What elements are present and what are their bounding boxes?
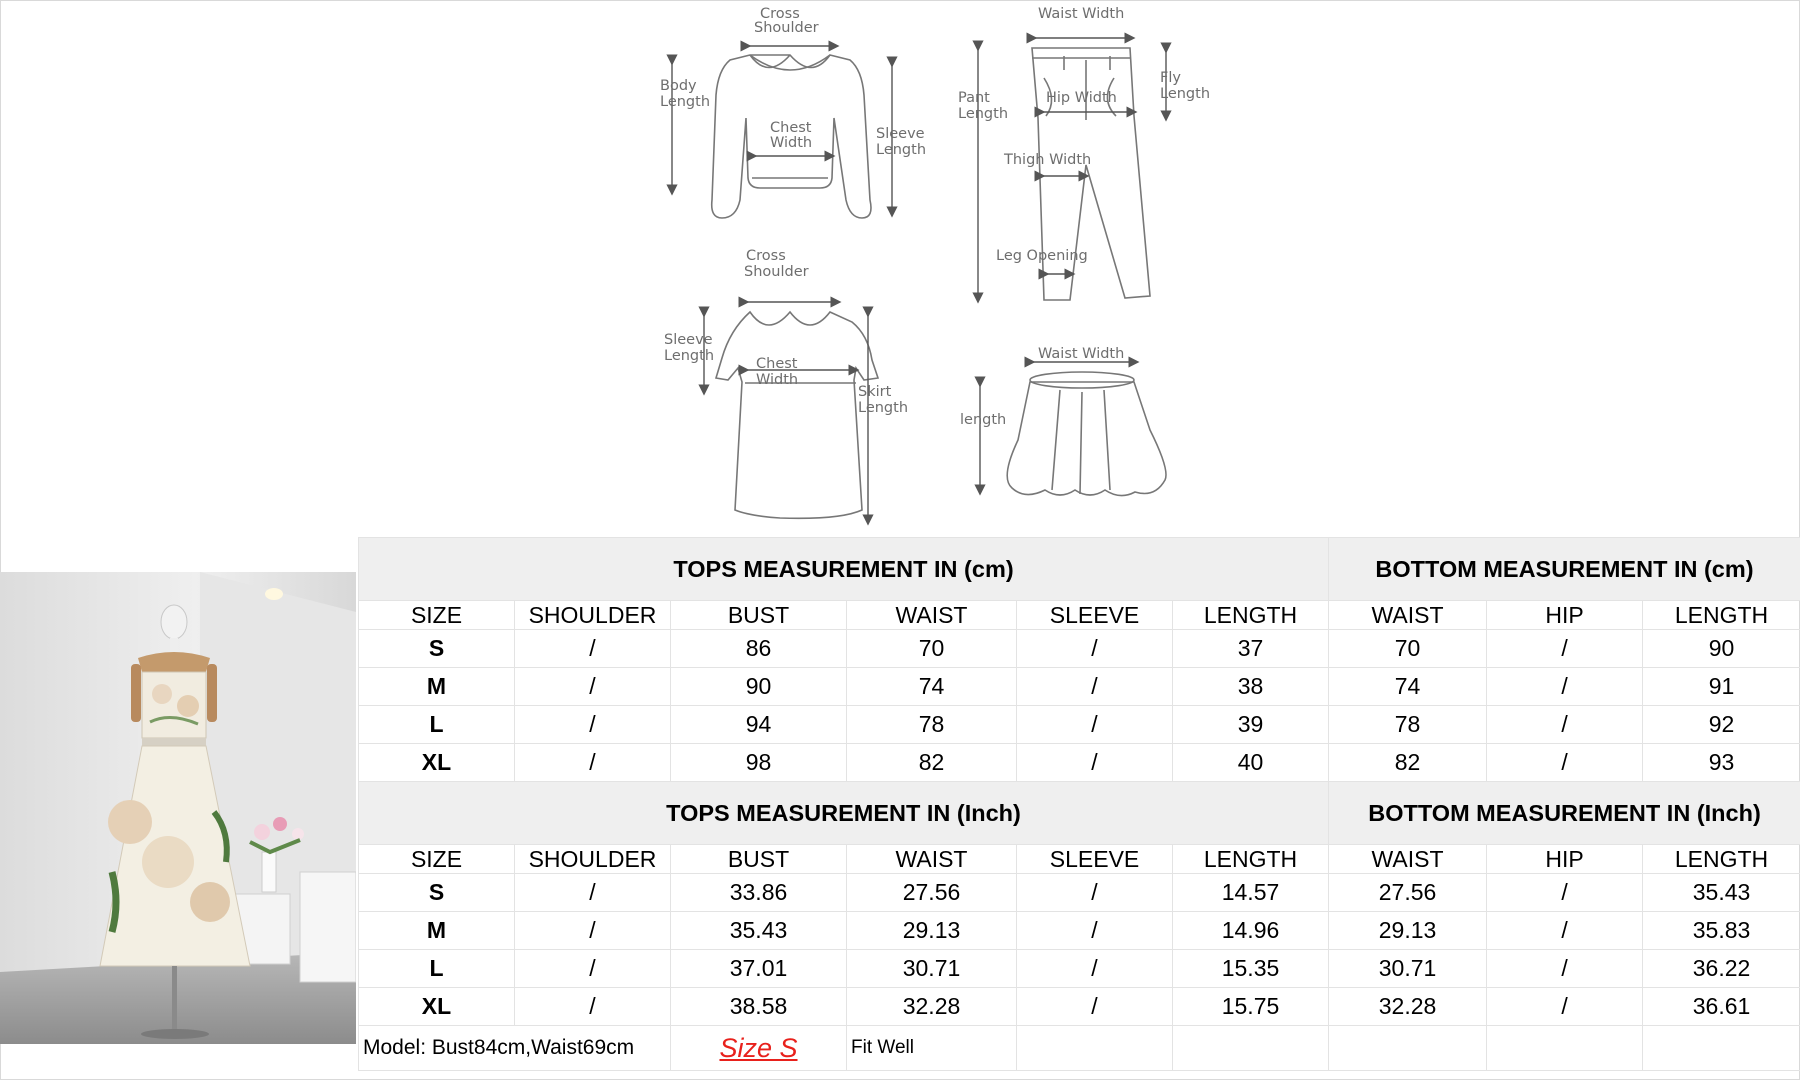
table-cell: 82 xyxy=(847,744,1017,782)
table-row xyxy=(359,706,1800,744)
model-size: Size S xyxy=(671,1026,847,1071)
table-cell: / xyxy=(1487,744,1643,782)
label-dress-chest-width-2: Width xyxy=(756,372,799,388)
table-cell: / xyxy=(1017,874,1173,912)
table-cell: / xyxy=(1017,744,1173,782)
table-cell: 35.43 xyxy=(671,912,847,950)
column-header: SHOULDER xyxy=(515,845,671,874)
table-row xyxy=(359,912,1800,950)
size-chart-table xyxy=(358,537,1800,1071)
table-cell: / xyxy=(515,912,671,950)
measurement-diagrams xyxy=(640,0,1240,536)
column-header: LENGTH xyxy=(1643,601,1800,630)
column-header: LENGTH xyxy=(1173,601,1329,630)
table-cell: 27.56 xyxy=(847,874,1017,912)
size-cell: S xyxy=(359,874,515,912)
table-cell: 15.35 xyxy=(1173,950,1329,988)
label-dress-cross-shoulder-2: Shoulder xyxy=(744,264,809,280)
table-cell: 29.13 xyxy=(847,912,1017,950)
table-cell: 35.43 xyxy=(1643,874,1800,912)
table-cell: 90 xyxy=(1643,630,1800,668)
table-cell: / xyxy=(1017,706,1173,744)
tops-section-title: TOPS MEASUREMENT IN (cm) xyxy=(359,538,1329,601)
table-cell: / xyxy=(1017,668,1173,706)
table-cell: / xyxy=(1487,668,1643,706)
ceiling-light xyxy=(265,588,283,600)
table-cell: / xyxy=(1017,988,1173,1026)
bottom-section-title: BOTTOM MEASUREMENT IN (Inch) xyxy=(1329,782,1800,845)
table-cell: / xyxy=(1487,874,1643,912)
size-cell: XL xyxy=(359,988,515,1026)
table-cell: 30.71 xyxy=(1329,950,1487,988)
section-header-row xyxy=(359,782,1800,845)
table-cell: 33.86 xyxy=(671,874,847,912)
table-cell: 37.01 xyxy=(671,950,847,988)
empty-cell xyxy=(1173,1026,1329,1071)
size-cell: L xyxy=(359,706,515,744)
table-cell: 40 xyxy=(1173,744,1329,782)
label-skirt-waist-width: Waist Width xyxy=(1038,346,1125,362)
label-hip-width: Hip Width xyxy=(1046,90,1117,106)
label-cross-shoulder-2: Shoulder xyxy=(754,20,819,36)
size-cell: M xyxy=(359,668,515,706)
table-cell: / xyxy=(1487,988,1643,1026)
table-cell: 39 xyxy=(1173,706,1329,744)
table-cell: 90 xyxy=(671,668,847,706)
size-cell: XL xyxy=(359,744,515,782)
table-cell: / xyxy=(515,988,671,1026)
table-cell: / xyxy=(515,630,671,668)
table-cell: 36.61 xyxy=(1643,988,1800,1026)
table-cell: 74 xyxy=(847,668,1017,706)
column-header-row xyxy=(359,601,1800,630)
label-fly-length-2: Length xyxy=(1160,86,1211,102)
empty-cell xyxy=(1643,1026,1800,1071)
label-dress-sleeve-length-1: Sleeve xyxy=(664,332,713,348)
table-cell: / xyxy=(1017,950,1173,988)
label-skirt-length-1: Skirt xyxy=(858,384,892,400)
column-header: SLEEVE xyxy=(1017,845,1173,874)
table-cell: 38.58 xyxy=(671,988,847,1026)
table-row xyxy=(359,950,1800,988)
bottom-section-title: BOTTOM MEASUREMENT IN (cm) xyxy=(1329,538,1800,601)
size-cell: L xyxy=(359,950,515,988)
table-cell: 27.56 xyxy=(1329,874,1487,912)
table-cell: 36.22 xyxy=(1643,950,1800,988)
column-header: WAIST xyxy=(847,601,1017,630)
table-cell: 86 xyxy=(671,630,847,668)
table-cell: / xyxy=(1017,912,1173,950)
label-cross-shoulder-1: Cross xyxy=(760,6,800,22)
table-cell: 82 xyxy=(1329,744,1487,782)
label-pant-length-1: Pant xyxy=(958,90,990,106)
fit-note: Fit Well xyxy=(847,1026,1017,1071)
table-cell: 37 xyxy=(1173,630,1329,668)
footer-row xyxy=(359,1026,1800,1071)
table-cell: / xyxy=(1487,630,1643,668)
table-cell: 35.83 xyxy=(1643,912,1800,950)
table-cell: 98 xyxy=(671,744,847,782)
column-header: SIZE xyxy=(359,601,515,630)
label-dress-sleeve-length-2: Length xyxy=(664,348,715,364)
table-cell: 78 xyxy=(1329,706,1487,744)
column-header: HIP xyxy=(1487,601,1643,630)
table-cell: 78 xyxy=(847,706,1017,744)
table-cell: / xyxy=(515,744,671,782)
tops-section-title: TOPS MEASUREMENT IN (Inch) xyxy=(359,782,1329,845)
size-cell: S xyxy=(359,630,515,668)
table-cell: / xyxy=(515,874,671,912)
label-chest-width-2: Width xyxy=(770,135,813,151)
column-header: WAIST xyxy=(847,845,1017,874)
table-cell: 29.13 xyxy=(1329,912,1487,950)
column-header-row xyxy=(359,845,1800,874)
empty-cell xyxy=(1329,1026,1487,1071)
label-pant-length-2: Length xyxy=(958,106,1009,122)
column-header: SHOULDER xyxy=(515,601,671,630)
label-dress-chest-width-1: Chest xyxy=(756,356,798,372)
column-header: WAIST xyxy=(1329,845,1487,874)
table-row xyxy=(359,744,1800,782)
table-cell: 32.28 xyxy=(1329,988,1487,1026)
table-row xyxy=(359,668,1800,706)
table-cell: / xyxy=(1017,630,1173,668)
table-cell: 30.71 xyxy=(847,950,1017,988)
label-fly-length-1: Fly xyxy=(1160,70,1181,86)
table-row xyxy=(359,988,1800,1026)
table-cell: / xyxy=(1487,706,1643,744)
table-cell: 70 xyxy=(847,630,1017,668)
column-header: SIZE xyxy=(359,845,515,874)
label-chest-width-1: Chest xyxy=(770,120,812,136)
section-header-row xyxy=(359,538,1800,601)
column-header: LENGTH xyxy=(1173,845,1329,874)
table-cell: 32.28 xyxy=(847,988,1017,1026)
table-cell: 92 xyxy=(1643,706,1800,744)
table-cell: 74 xyxy=(1329,668,1487,706)
label-body-length-1: Body xyxy=(660,78,697,94)
label-sleeve-length-1: Sleeve xyxy=(876,126,925,142)
table-row xyxy=(359,630,1800,668)
label-dress-cross-shoulder-1: Cross xyxy=(746,248,786,264)
column-header: BUST xyxy=(671,845,847,874)
table-cell: / xyxy=(515,950,671,988)
table-cell: 38 xyxy=(1173,668,1329,706)
label-body-length-2: Length xyxy=(660,94,711,110)
table-cell: 93 xyxy=(1643,744,1800,782)
label-sleeve-length-2: Length xyxy=(876,142,927,158)
empty-cell xyxy=(1017,1026,1173,1071)
skirt-outline xyxy=(1007,372,1166,496)
model-measurements: Model: Bust84cm,Waist69cm xyxy=(359,1026,671,1071)
label-skirt-length-short: length xyxy=(960,412,1007,428)
table-cell: 14.96 xyxy=(1173,912,1329,950)
table-cell: 94 xyxy=(671,706,847,744)
table-cell: 91 xyxy=(1643,668,1800,706)
table-cell: 70 xyxy=(1329,630,1487,668)
column-header: WAIST xyxy=(1329,601,1487,630)
size-cell: M xyxy=(359,912,515,950)
label-waist-width: Waist Width xyxy=(1038,6,1125,22)
product-photo xyxy=(0,572,356,1044)
dress-outline xyxy=(716,312,878,518)
column-header: LENGTH xyxy=(1643,845,1800,874)
label-leg-opening: Leg Opening xyxy=(996,248,1088,264)
column-header: SLEEVE xyxy=(1017,601,1173,630)
column-header: HIP xyxy=(1487,845,1643,874)
column-header: BUST xyxy=(671,601,847,630)
table-cell: / xyxy=(1487,912,1643,950)
table-cell: / xyxy=(515,706,671,744)
table-cell: / xyxy=(1487,950,1643,988)
label-skirt-length-2: Length xyxy=(858,400,909,416)
label-thigh-width: Thigh Width xyxy=(1004,152,1092,168)
table-cell: 14.57 xyxy=(1173,874,1329,912)
table-cell: / xyxy=(515,668,671,706)
table-cell: 15.75 xyxy=(1173,988,1329,1026)
table-row xyxy=(359,874,1800,912)
empty-cell xyxy=(1487,1026,1643,1071)
